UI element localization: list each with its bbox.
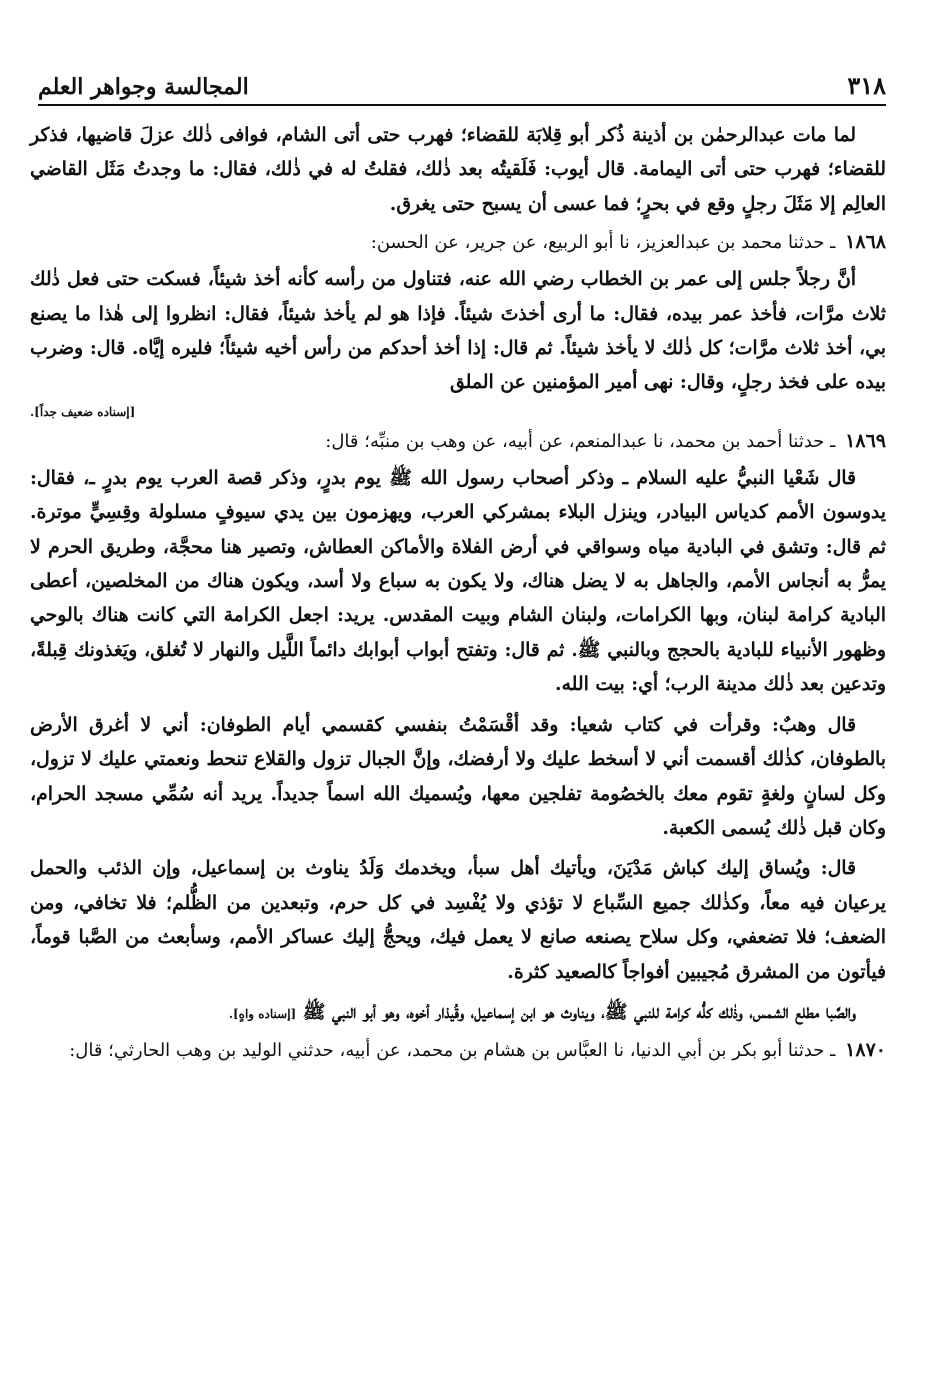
book-title: المجالسة وجواهر العلم xyxy=(38,74,249,100)
isnad-grade: [إسناده ضعيف جداً]. xyxy=(30,404,136,419)
paragraph-kibash-madyan: قال: ويُساق إليك كباش مَدْيَنَ، ويأتيك أهل سبأ، ويخدمك وَلَدُ يناوث بن إسماعيل، وإن الذئب والحمل يرعيان فيه معاً، وكذٰلك جميع السِّباع لا تؤذي ولا يُفْسِد في كل حرم، وتبعدين من الظُّلم؛ فلا تخافي، ومن الضعف؛ فلا تضعفي، وكل سلاح يصنعه صانع لا يعمل فيك، ويحجُّ إليك عساكر الأمم، وسأبعث من الصَّبا قوماً، فيأتون من المشرق مُجيبين أفواجاً كالصعيد كثرة. xyxy=(30,857,886,983)
isnad-text: ـ حدثنا أبو بكر بن أبي الدنيا، نا العبَّاس بن هشام بن محمد، عن أبيه، حدثني الوليد بن وهب الحارثي؛ قال: xyxy=(69,1040,836,1062)
paragraph-saba-explanation xyxy=(30,995,886,1029)
hadith-1868-isnad xyxy=(30,227,886,258)
page-number: ٣١٨ xyxy=(847,71,886,100)
paragraph-wahb-reading: قال وهبٌ: وقرأت في كتاب شعيا: وقد أقْسَمْتُ بنفسي كقسمي أيام الطوفان: أني لا أغرق الأرض بالطوفان، كذٰلك أقسمت أني لا أسخط عليك ولا أرفضك، وإنَّ الجبال تزول والقلاع تنحط ونعمتي عليك لا تزول، وكل لسانٍ ولغةٍ تقوم معك بالخصُومة تفلجين معها، ويُسميك الله اسماً جديداً. يريد أنه سُمِّي مسجد الحرام، وكان قبل ذٰلك يُسمى الكعبة. xyxy=(30,713,886,839)
paragraph-abu-qilaba: لما مات عبدالرحمٰن بن أذينة ذُكر أبو قِلابَة للقضاء؛ فهرب حتى أتى الشام، فوافى ذٰلك عزلَ قاضيها، فذكر للقضاء؛ فهرب حتى أتى اليمامة. قال أيوب: فَلَقيتُه بعد ذٰلك، فقلتُ له في ذٰلك، فقال: ما وجدتُ مَثَل القاضي العالِم إلا مَثَلَ رجلٍ وقع في بحرٍ؛ فما عسى أن يسبح حتى يغرق. xyxy=(30,124,886,215)
page-header xyxy=(38,60,886,100)
page-content xyxy=(30,118,886,1379)
paragraph-text: والصَّبا مطلع الشمس، وذٰلك كلُّه كرامة للنبي ﷺ، ويناوث هو ابن إسماعيل، وقُيذار أخوه، وهو أبو النبي ﷺ xyxy=(302,1000,856,1023)
isnad-text: ـ حدثنا أحمد بن محمد، نا عبدالمنعم، عن أبيه، عن وهب بن منبِّه؛ قال: xyxy=(325,430,836,452)
hadith-number: ١٨٦٩ xyxy=(845,429,886,452)
header-rule xyxy=(38,104,886,106)
hadith-number: ١٨٧٠ xyxy=(845,1039,886,1062)
hadith-1869-isnad xyxy=(30,426,886,457)
paragraph-shaya-prophecy: قال شَعْيا النبيُّ عليه السلام ـ وذكر أصحاب رسول الله ﷺ يوم بدرٍ، وذكر قصة العرب يوم بدرٍ ـ، فقال: يدوسون الأمم كدياس البيادر، وينزل البلاء بمشركي العرب، ويهزمون بين يدي سيوفٍ مسلولة وقِسِيٍّ موترة. ثم قال: وتشق في البادية مياه وسواقي في أرض الفلاة والأماكن العطاش، وتصير هنا محجَّة، وطريق الحرم لا يمرُّ به أنجاس الأمم، والجاهل به لا يضل هناك، ولا يكون به سباع ولا أسد، ويكون هناك من المخلصين، أعطى البادية كرامة لبنان، وبها الكرامات، ولبنان الشام وبيت المقدس. يريد: اجعل الكرامة التي كانت هناك بالوحي وظهور الأنبياء للبادية بالحجج وبالنبي ﷺ. ثم قال: وتفتح أبواب أبوابك دائماً اللَّيل والنهار لا تُغلق، ويَغذونك قِبلةً، وتدعين بعد ذٰلك مدينة الرب؛ أي: بيت الله. xyxy=(30,466,886,696)
hadith-1870-isnad xyxy=(30,1035,886,1066)
hadith-number: ١٨٦٨ xyxy=(845,231,886,254)
isnad-text: ـ حدثنا محمد بن عبدالعزيز، نا أبو الربيع، عن جرير، عن الحسن: xyxy=(370,232,836,254)
isnad-grade: [إسناده واهٍ]. xyxy=(228,1006,297,1021)
paragraph-umar: أنَّ رجلاً جلس إلى عمر بن الخطاب رضي الله عنه، فتناول من رأسه كأنه أخذ شيئاً، فسكت حتى فعل ذٰلك ثلاث مرَّات، فأخذ عمر بيده، فقال: ما أرى أخذتَ شيئاً. فإذا هو لم يأخذ شيئاً، فقال: انظروا إلى هٰذا ما يصنع بي، أخذ ثلاث مرَّات؛ كل ذٰلك لا يأخذ شيئاً. ثم قال: إذا أخذ أحدكم من رأس أخيه شيئاً؛ فليره إيَّاه. قال: وضرب بيده على فخذ رجلٍ، وقال: نهى أمير المؤمنين عن الملق xyxy=(30,268,886,394)
